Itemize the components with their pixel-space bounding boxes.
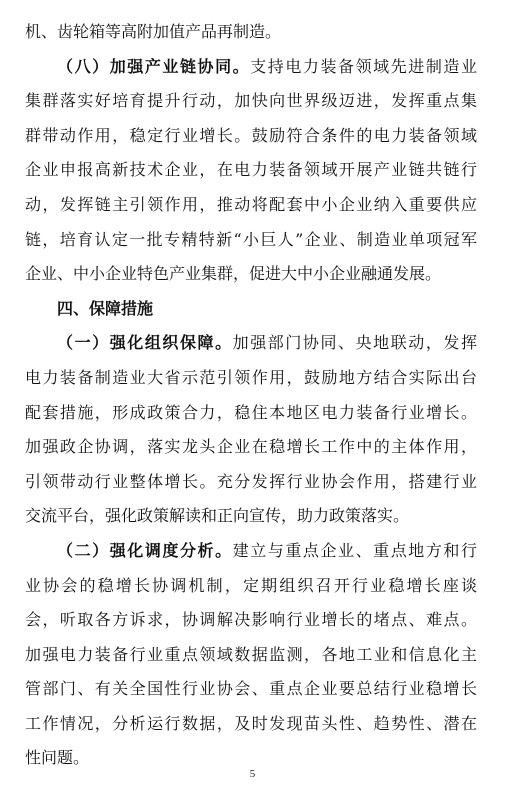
section-heading-safeguard-measures: 四、保障措施	[57, 298, 154, 318]
paragraph-text: 支持电力装备领域先进制造业	[250, 56, 477, 76]
paragraph-line: 企业、中小企业特色产业集群，促进大中小企业融通发展。	[25, 264, 442, 284]
paragraph-line: 管部门、有关全国性行业协会、重点企业要总结行业稳增长	[25, 679, 477, 699]
paragraph-line: 工作情况，分析运行数据，及时发现苗头性、趋势性、潜在	[25, 713, 477, 733]
section-title-strengthen-industrial-chain: （八）加强产业链协同。	[57, 56, 251, 76]
page-number: 5	[249, 768, 256, 780]
paragraph-line	[25, 50, 477, 85]
paragraph-line	[25, 534, 477, 569]
section-title-organizational-guarantee: （一）强化组织保障。	[57, 333, 233, 353]
paragraph-line: 引领带动行业整体增长。充分发挥行业协会作用，搭建行业	[25, 471, 477, 491]
paragraph-line: 动，发挥链主引领作用，推动将配套中小企业纳入重要供应	[25, 194, 477, 214]
paragraph-line: 加强政企协调，落实龙头企业在稳增长工作中的主体作用，	[25, 437, 477, 457]
section-title-scheduling-analysis: （二）强化调度分析。	[57, 540, 233, 560]
paragraph-line: 业协会的稳增长协调机制，定期组织召开行业稳增长座谈	[25, 575, 477, 595]
paragraph-line: 交流平台，强化政策解读和正向宣传，助力政策落实。	[25, 506, 410, 526]
paragraph-line: 性问题。	[25, 748, 90, 768]
paragraph-line: 加强电力装备行业重点领域数据监测，各地工业和信息化主	[25, 644, 477, 664]
paragraph-line: 电力装备制造业大省示范引领作用，鼓励地方结合实际出台	[25, 367, 477, 387]
paragraph-text: 加强部门协同、央地联动，发挥	[232, 333, 477, 353]
paragraph-line: 配套措施，形成政策合力，稳住本地区电力装备行业增长。	[25, 402, 477, 422]
document-page	[25, 0, 477, 776]
paragraph-line: 集群落实好培育提升行动，加快向世界级迈进，发挥重点集	[25, 91, 477, 111]
paragraph-line: 企业申报高新技术企业，在电力装备领域开展产业链共链行	[25, 160, 477, 180]
paragraph-line: 链，培育认定一批专精特新“小巨人”企业、制造业单项冠军	[25, 229, 477, 249]
paragraph-line: 会，听取各方诉求，协调解决影响行业增长的堵点、难点。	[25, 610, 477, 630]
paragraph-line	[25, 326, 477, 361]
paragraph-text: 建立与重点企业、重点地方和行	[232, 540, 477, 560]
paragraph-line: 群带动作用，稳定行业增长。鼓励符合条件的电力装备领域	[25, 125, 477, 145]
paragraph-line: 机、齿轮箱等高附加值产品再制造。	[25, 22, 282, 41]
